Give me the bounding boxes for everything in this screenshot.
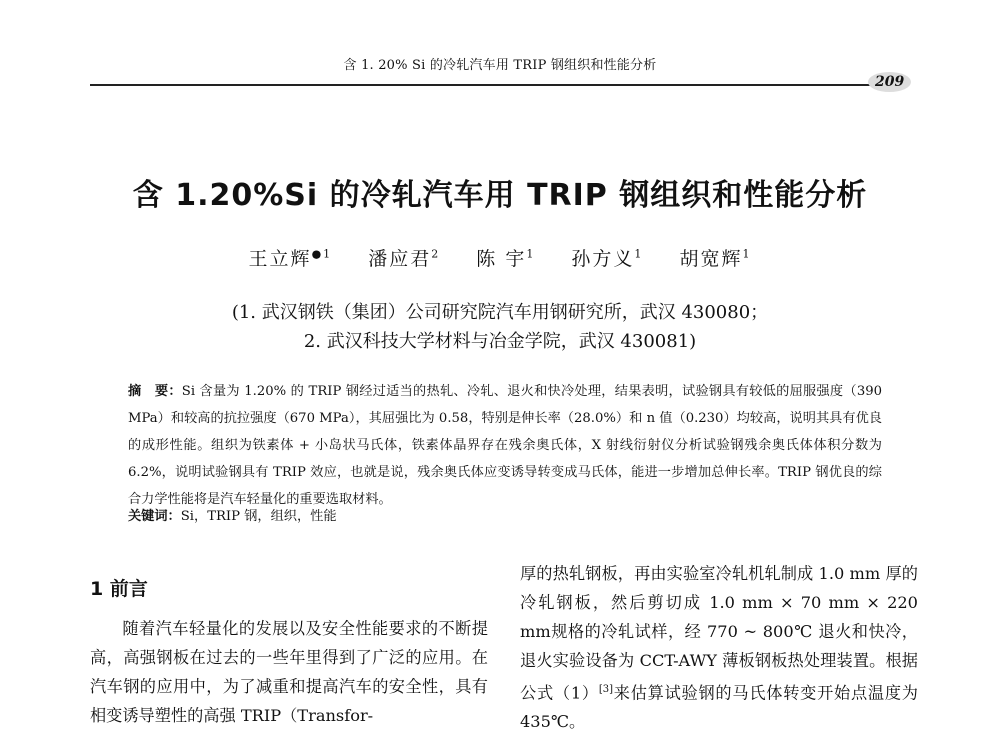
citation-ref: [3]: [598, 684, 614, 695]
author: 孙方义$^1$: [571, 247, 644, 270]
keywords-text: Si，TRIP 钢，组织，性能: [180, 509, 337, 524]
body-left-column: 随着汽车轻量化的发展以及安全性能要求的不断提高，高强钢板在过去的一些年里得到了广泛的应用。在汽车钢的应用中，为了减重和提高汽车的安全性，具有相变诱导塑性的高强 TRIP（Transfor-: [90, 619, 488, 725]
keywords: [128, 505, 337, 524]
abstract-text: Si 含量为 1.20% 的 TRIP 钢经过适当的热轧、冷轧、退火和快冷处理，结果表明，试验钢具有较低的屈服强度（390 MPa）和较高的抗拉强度（670 MPa），其屈强比为 0.58，特别是伸长率（28.0%）和 n 值（0.230）均较高，说明其具有优良的成形性能。组织为铁素体 + 小岛状马氏体，铁素体晶界存在残余奥氏体，X 射线衍射仪分析试验钢残余奥氏体体积分数为 6.2%，说明试验钢具有 TRIP 效应，也就是说，残余奥氏体应变诱导转变成马氏体，能进一步增加总伸长率。TRIP 钢优良的综合力学性能将是汽车轻量化的重要选取材料。: [128, 384, 882, 507]
paper-title: 含 1.20%Si 的冷轧汽车用 TRIP 钢组织和性能分析: [132, 178, 868, 213]
author-list: [0, 244, 1000, 271]
author: 潘应君$^2$: [368, 247, 441, 270]
author: 胡宽辉$^1$: [679, 247, 752, 270]
keywords-label: 关键词：: [128, 509, 181, 524]
abstract-label: 摘 要：: [128, 384, 182, 399]
body-text: 厚的热轧钢板，再由实验室冷轧机轧制成 1.0 mm 厚的冷轧钢板，然后剪切成 1.0 mm × 70 mm × 220 mm规格的冷轧试样，经 770 ~ 800℃ 退火和快冷，退火实验设备为 CCT-AWY 薄板钢板热处理装置。根据公式（1）: [520, 564, 918, 703]
section-heading: 1 前言: [90, 578, 148, 600]
affiliation-1: (1. 武汉钢铁（集团）公司研究院汽车用钢研究所，武汉 430080；: [231, 302, 769, 323]
author: 陈 宇$^1$: [476, 247, 536, 270]
body-text: 来估算试验钢的马氏体转变开始点温度为 435℃。: [520, 683, 918, 732]
abstract: [128, 378, 882, 513]
body-right-column: [520, 559, 918, 736]
author: 王立辉$^{●1}$: [248, 247, 333, 270]
affiliation-2: 2. 武汉科技大学材料与冶金学院，武汉 430081): [303, 331, 697, 352]
running-title: 含 1. 20% Si 的冷轧汽车用 TRIP 钢组织和性能分析: [343, 58, 657, 73]
header-rule: [90, 84, 890, 86]
page-number: 209: [868, 72, 911, 92]
